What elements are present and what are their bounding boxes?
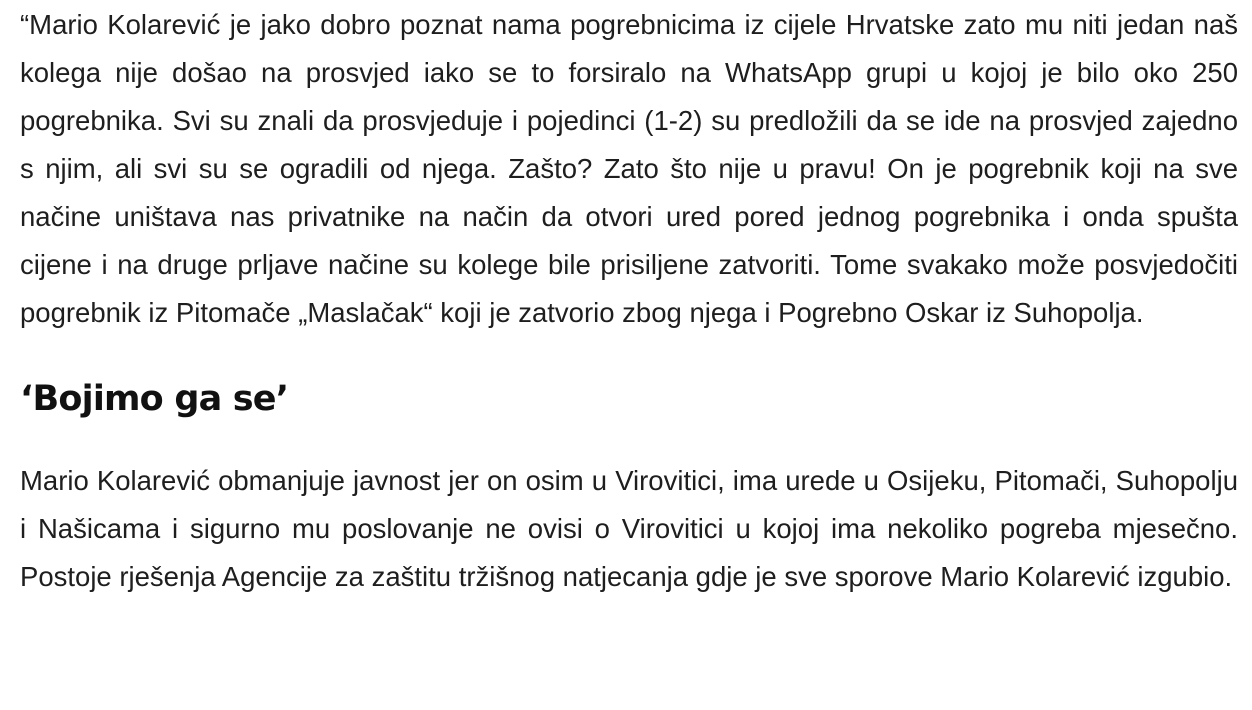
article-paragraph-quote: “Mario Kolarević je jako dobro poznat nama pogrebnicima iz cijele Hrvatske zato mu niti jedan naš kolega nije došao na prosvjed iako se to forsiralo na WhatsApp grupi u kojoj je bilo oko 250 pogrebnika. Svi su znali da prosvjeduje i pojedinci (1-2) su predložili da se ide na prosvjed zajedno s njim, ali svi su se ogradili od njega. Zašto? Zato što nije u pravu! On je pogrebnik koji na sve načine uništava nas privatnike na način da otvori ured pored jednog pogrebnika i onda spušta cijene i na druge prljave načine su kolege bile prisiljene zatvoriti. Tome svakako može posvjedočiti pogrebnik iz Pitomače „Maslačak“ koji je zatvorio zbog njega i Pogrebno Oskar iz Suhopolja.: [20, 9, 1238, 328]
article-paragraph: Mario Kolarević obmanjuje javnost jer on osim u Virovitici, ima urede u Osijeku, Pitomači, Suhopolju i Našicama i sigurno mu poslovanje ne ovisi o Virovitici u kojoj ima nekoliko pogreba mjesečno. Postoje rješenja Agencije za zaštitu tržišnog natjecanja gdje je sve sporove Mario Kolarević izgubio.: [20, 465, 1238, 592]
section-heading: ‘Bojimo ga se’: [20, 379, 289, 419]
article-body: [20, 0, 1238, 601]
